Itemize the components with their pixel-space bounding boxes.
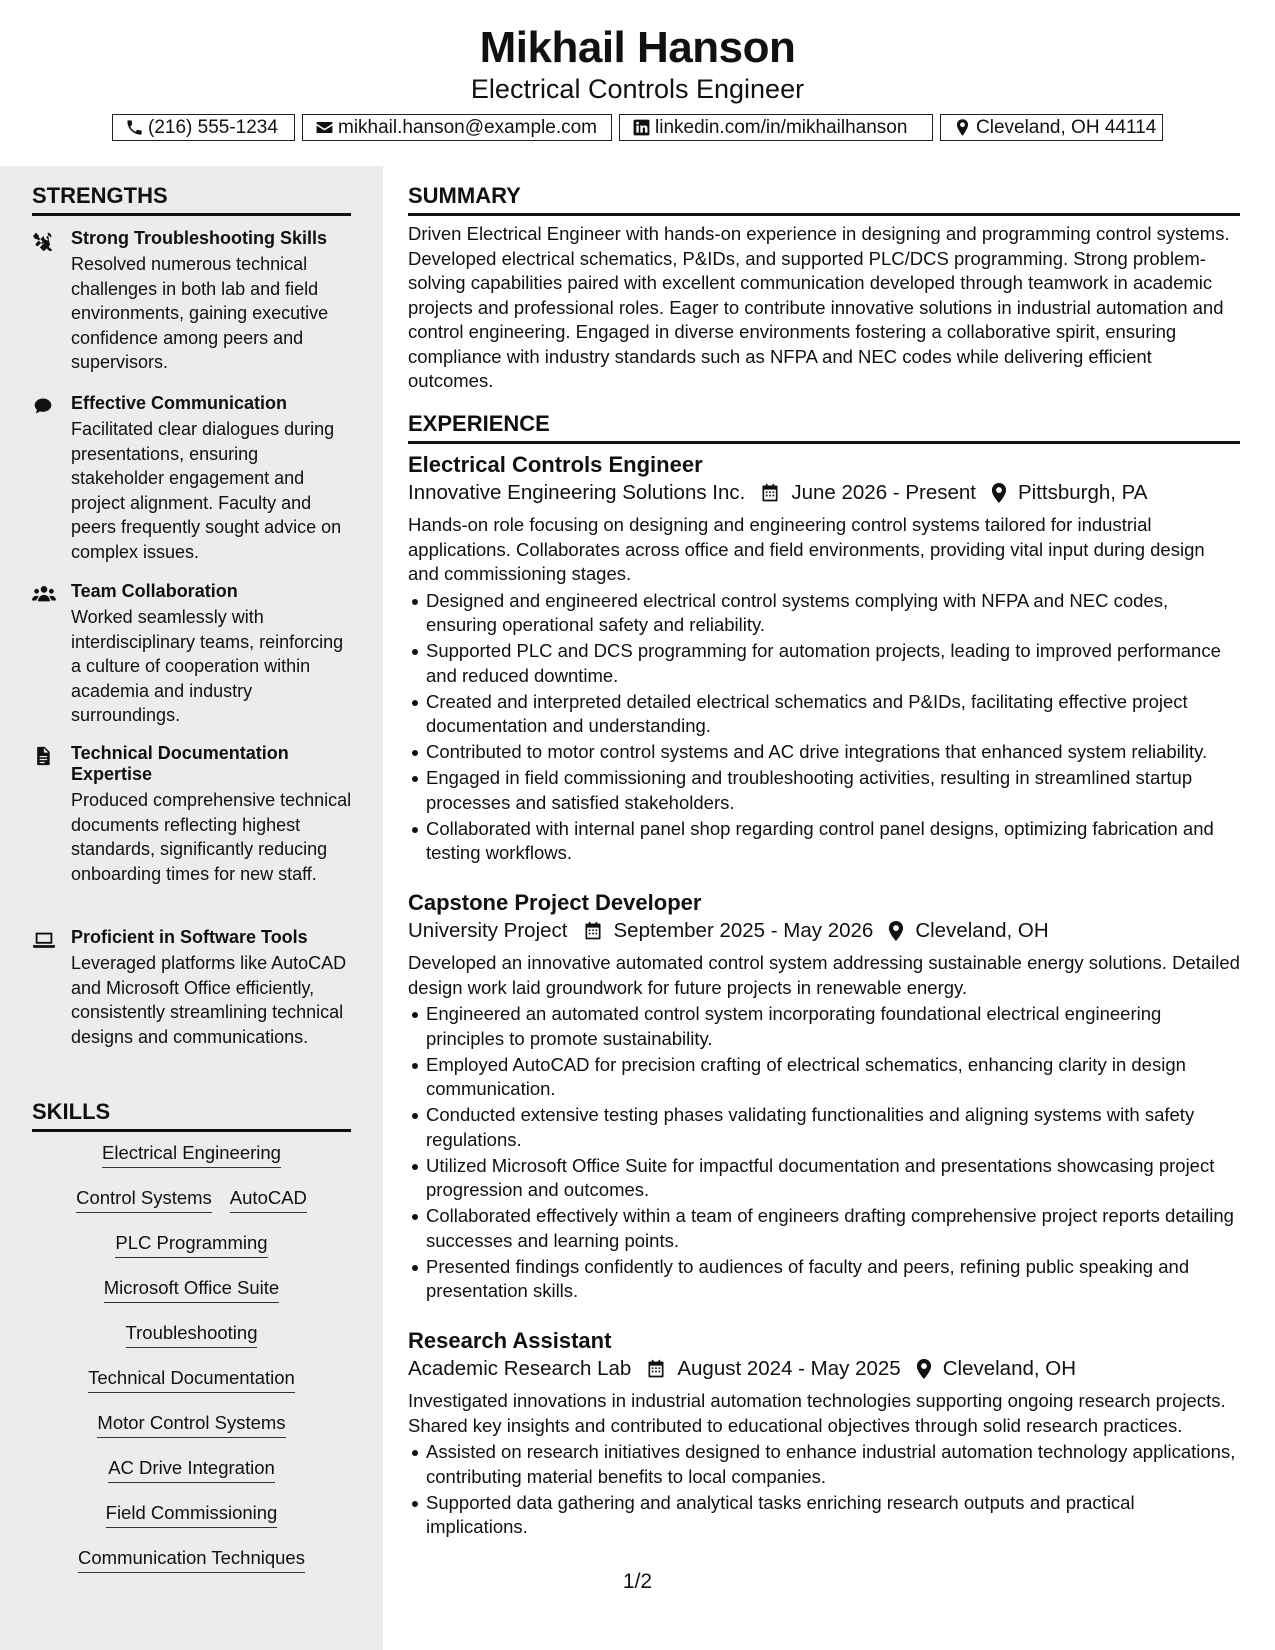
skill-tag: Electrical Engineering: [102, 1140, 281, 1168]
job-bullet: Employed AutoCAD for precision crafting of electrical schematics, enhancing clarity in design communication.: [426, 1053, 1240, 1102]
job-bullet: Utilized Microsoft Office Suite for impactful documentation and presentations showcasing project progression and outcomes.: [426, 1154, 1240, 1203]
job-bullet: Presented findings confidently to audiences of faculty and peers, refining public speaking and presentation skills.: [426, 1255, 1240, 1304]
contact-bar: [0, 114, 1275, 141]
job-location: Cleveland, OH: [942, 1357, 1077, 1380]
job-bullet: Engineered an automated control system incorporating foundational electrical engineering principles to promote sustainability.: [426, 1002, 1240, 1051]
contact-linkedin-text: linkedin.com/in/mikhailhanson: [655, 116, 908, 138]
job-bullets: [408, 589, 1240, 866]
envelope-icon: [315, 118, 334, 137]
skill-tag: Troubleshooting: [126, 1320, 258, 1348]
job-bullet: Conducted extensive testing phases validating functionalities and aligning systems with safety regulations.: [426, 1103, 1240, 1152]
job-dates: August 2024 - May 2025: [677, 1357, 901, 1380]
job-description: Developed an innovative automated control system addressing sustainable energy solutions. Detailed design work laid groundwork for future projects in renewable energy.: [408, 952, 1240, 998]
contact-email-text: mikhail.hanson@example.com: [338, 116, 598, 138]
strength-description: Resolved numerous technical challenges in both lab and field environments, gaining executive confidence among peers and supervisors.: [71, 254, 329, 372]
strength-title: Effective Communication: [71, 393, 288, 413]
job-meta: [408, 479, 1240, 507]
job-entry: [408, 889, 1240, 1305]
job-company: Academic Research Lab: [408, 1357, 632, 1380]
skills-list: [32, 1140, 351, 1590]
skill-tag: Microsoft Office Suite: [104, 1275, 279, 1303]
strength-title: Team Collaboration: [71, 581, 238, 601]
job-bullets: [408, 1440, 1240, 1540]
contact-phone-text: (216) 555-1234: [148, 116, 278, 138]
contact-phone[interactable]: [112, 114, 295, 141]
job-entry: [408, 451, 1240, 867]
speech-bubble-icon: [32, 396, 54, 416]
location-pin-icon: [888, 921, 904, 941]
strength-title: Proficient in Software Tools: [71, 927, 308, 947]
job-bullet: Engaged in field commissioning and troubleshooting activities, resulting in streamlined startup processes and satisfied stakeholders.: [426, 766, 1240, 815]
location-pin-icon: [953, 118, 972, 137]
job-company: University Project: [408, 919, 568, 942]
strength-description: Produced comprehensive technical documents reflecting highest standards, significantly reducing onboarding times for new staff.: [71, 790, 352, 884]
job-title: Capstone Project Developer: [408, 890, 702, 915]
laptop-icon: [32, 930, 54, 950]
strength-title: Strong Troubleshooting Skills: [71, 228, 328, 248]
skill-tag: Communication Techniques: [78, 1545, 305, 1573]
job-bullet: Contributed to motor control systems and AC drive integrations that enhanced system reliability.: [426, 740, 1240, 765]
job-description: Hands-on role focusing on designing and engineering control systems tailored for industrial applications. Collaborates across office and field environments, providing vital input during design and commissioning stages.: [408, 514, 1205, 584]
skill-tag: PLC Programming: [115, 1230, 267, 1258]
skill-tag: AutoCAD: [230, 1185, 307, 1213]
summary-text: Driven Electrical Engineer with hands-on experience in designing and programming control systems. Developed electrical schematics, P&IDs, and supported PLC/DCS programming. Strong problem-solving capabilities paired with excellent communication developed through teamwork in academic projects and professional roles. Eager to contribute innovative solutions in industrial automation and control engineering. Engaged in diverse environments fostering a collaborative spirit, ensuring compliance with industry standards such as NFPA and NEC codes while delivering efficient outcomes.: [408, 223, 1230, 391]
calendar-icon: [646, 1359, 666, 1379]
location-pin-icon: [991, 483, 1007, 503]
contact-location: [940, 114, 1163, 141]
phone-icon: [125, 118, 144, 137]
job-meta: [408, 917, 1240, 945]
job-title: Electrical Controls Engineer: [408, 452, 703, 477]
linkedin-icon: [632, 118, 651, 137]
calendar-icon: [583, 921, 603, 941]
users-icon: [32, 584, 54, 604]
skill-tag: Control Systems: [76, 1185, 212, 1213]
skill-tag: AC Drive Integration: [108, 1455, 275, 1483]
strengths-heading: STRENGTHS: [32, 183, 351, 216]
location-pin-icon: [916, 1359, 932, 1379]
skill-tag: Technical Documentation: [88, 1365, 295, 1393]
strength-title: Technical Documentation Expertise: [71, 743, 289, 784]
job-location: Pittsburgh, PA: [1017, 481, 1148, 504]
job-bullet: Supported data gathering and analytical tasks enriching research outputs and practical implications.: [426, 1491, 1240, 1540]
contact-linkedin[interactable]: [619, 114, 933, 141]
tools-icon: [32, 231, 54, 251]
skill-tag: Field Commissioning: [106, 1500, 278, 1528]
contact-location-text: Cleveland, OH 44114: [976, 116, 1157, 138]
summary-section: [408, 183, 1240, 394]
candidate-title: Electrical Controls Engineer: [470, 74, 805, 104]
strength-description: Worked seamlessly with interdisciplinary teams, reinforcing a culture of cooperation within academia and industry surroundings.: [71, 607, 344, 725]
job-title: Research Assistant: [408, 1328, 612, 1353]
job-meta: [408, 1355, 1240, 1383]
job-bullets: [408, 1002, 1240, 1304]
calendar-icon: [760, 483, 780, 503]
job-entry: [408, 1327, 1240, 1541]
job-bullet: Collaborated effectively within a team of engineers drafting comprehensive project reports detailing successes and learning points.: [426, 1204, 1240, 1253]
skills-heading: SKILLS: [32, 1099, 351, 1132]
job-bullet: Collaborated with internal panel shop regarding control panel designs, optimizing fabrication and testing workflows.: [426, 817, 1240, 866]
job-company: Innovative Engineering Solutions Inc.: [408, 481, 746, 504]
experience-heading: EXPERIENCE: [408, 411, 1240, 444]
experience-section: [408, 411, 1240, 444]
resume-header: [0, 0, 1275, 166]
job-location: Cleveland, OH: [915, 919, 1049, 942]
candidate-name: Mikhail Hanson: [479, 23, 796, 72]
summary-heading: SUMMARY: [408, 183, 1240, 216]
contact-email[interactable]: [302, 114, 612, 141]
job-dates: September 2025 - May 2026: [613, 919, 874, 942]
skill-tag: Motor Control Systems: [97, 1410, 285, 1438]
job-bullet: Designed and engineered electrical control systems complying with NFPA and NEC codes, ensuring operational safety and reliability.: [426, 589, 1240, 638]
page-number: 1/2: [622, 1570, 653, 1593]
job-dates: June 2026 - Present: [791, 481, 976, 504]
job-description: Investigated innovations in industrial automation technologies supporting ongoing research projects. Shared key insights and contributed to educational objectives through solid research practices.: [408, 1390, 1226, 1436]
document-icon: [32, 746, 54, 766]
job-bullet: Created and interpreted detailed electrical schematics and P&IDs, facilitating effective project documentation and understanding.: [426, 690, 1240, 739]
strength-description: Facilitated clear dialogues during presentations, ensuring stakeholder engagement and project alignment. Faculty and peers frequently sought advice on complex issues.: [71, 419, 342, 562]
job-bullet: Assisted on research initiatives designed to enhance industrial automation technology applications, contributing material benefits to local companies.: [426, 1440, 1240, 1489]
job-bullet: Supported PLC and DCS programming for automation projects, leading to improved performance and reduced downtime.: [426, 639, 1240, 688]
strength-description: Leveraged platforms like AutoCAD and Microsoft Office efficiently, consistently streamlining technical designs and communications.: [71, 953, 347, 1047]
